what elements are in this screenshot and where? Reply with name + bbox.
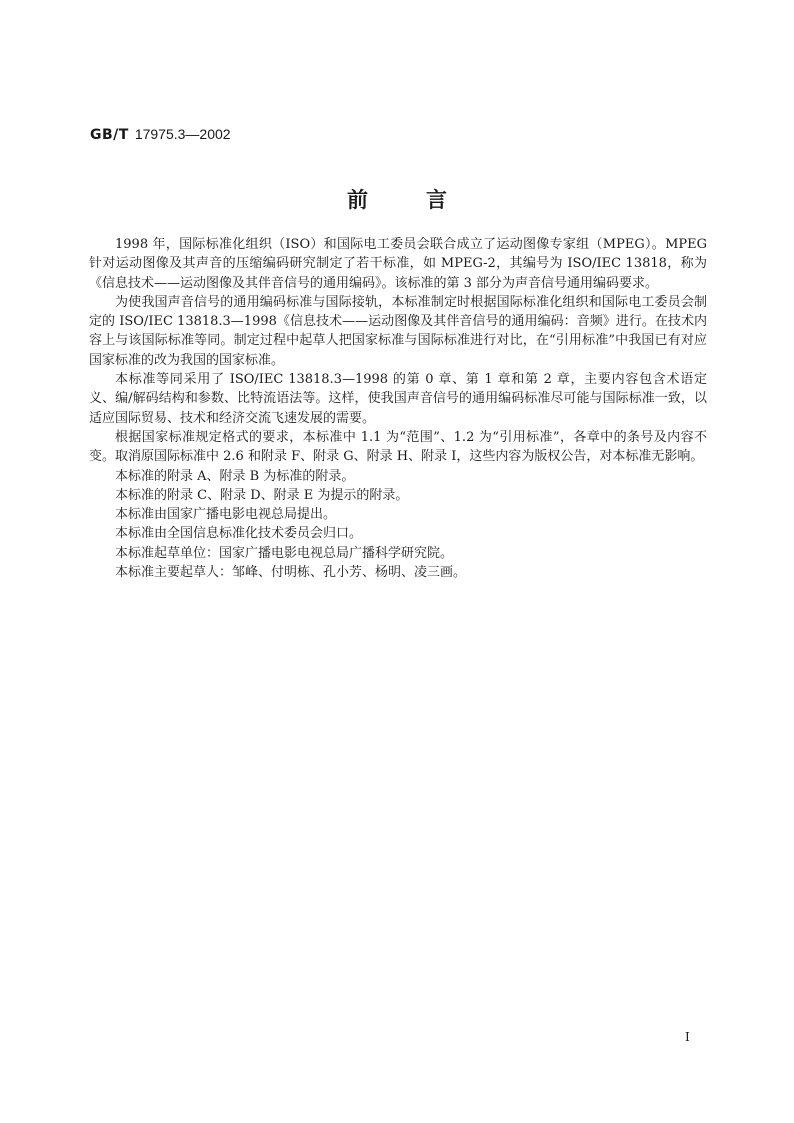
paragraph-10: 本标准主要起草人：邹峰、付明栋、孔小芳、杨明、凌三画。	[115, 565, 467, 581]
paragraph-2: 为使我国声音信号的通用编码标准与国际接轨，本标准制定时根据国际标准化组织和国际电工委员会制定的 ISO/IEC 13818.3—1998《信息技术——运动图像及其伴音信号的通用编码：音频》进行。在技术内容上与该国际标准等同。制定过程中起草人把国家标准与国际标准进行对比，在“引用标准”中我国已有对应国家标准的改为我国的国家标准。	[89, 294, 707, 368]
standard-number: 17975.3—2002	[134, 126, 231, 142]
paragraph-7: 本标准由国家广播电影电视总局提出。	[115, 507, 337, 523]
standard-prefix: GB/T	[90, 127, 129, 143]
page-number: I	[685, 1030, 690, 1044]
paragraph-4: 根据国家标准规定格式的要求，本标准中 1.1 为“范围”、1.2 为“引用标准”，各章中的条号及内容不变。取消原国际标准中 2.6 和附录 F、附录 G、附录 H、附录 I，这些内容为版权公告，对本标准无影响。	[89, 429, 707, 465]
standard-code	[90, 125, 231, 144]
page-title: 前言	[347, 188, 505, 212]
paragraph-9: 本标准起草单位：国家广播电影电视总局广播科学研究院。	[115, 545, 454, 561]
paragraph-5: 本标准的附录 A、附录 B 为标准的附录。	[115, 468, 355, 484]
foreword-body	[89, 235, 707, 582]
paragraph-1: 1998 年，国际标准化组织（ISO）和国际电工委员会联合成立了运动图像专家组（MPEG）。MPEG 针对运动图像及其声音的压缩编码研究制定了若干标准，如 MPEG-2，其编号为 ISO/IEC 13818，称为《信息技术——运动图像及其伴音信号的通用编码》。该标准的第 3 部分为声音信号通用编码要求。	[89, 237, 707, 291]
paragraph-8: 本标准由全国信息标准化技术委员会归口。	[115, 526, 363, 542]
paragraph-3: 本标准等同采用了 ISO/IEC 13818.3—1998 的第 0 章、第 1 章和第 2 章，主要内容包含术语定义、编/解码结构和参数、比特流语法等。这样，使我国声音信号的通用编码标准尽可能与国际标准一致，以适应国际贸易、技术和经济交流飞速发展的需要。	[89, 372, 707, 426]
paragraph-6: 本标准的附录 C、附录 D、附录 E 为提示的附录。	[115, 487, 409, 503]
